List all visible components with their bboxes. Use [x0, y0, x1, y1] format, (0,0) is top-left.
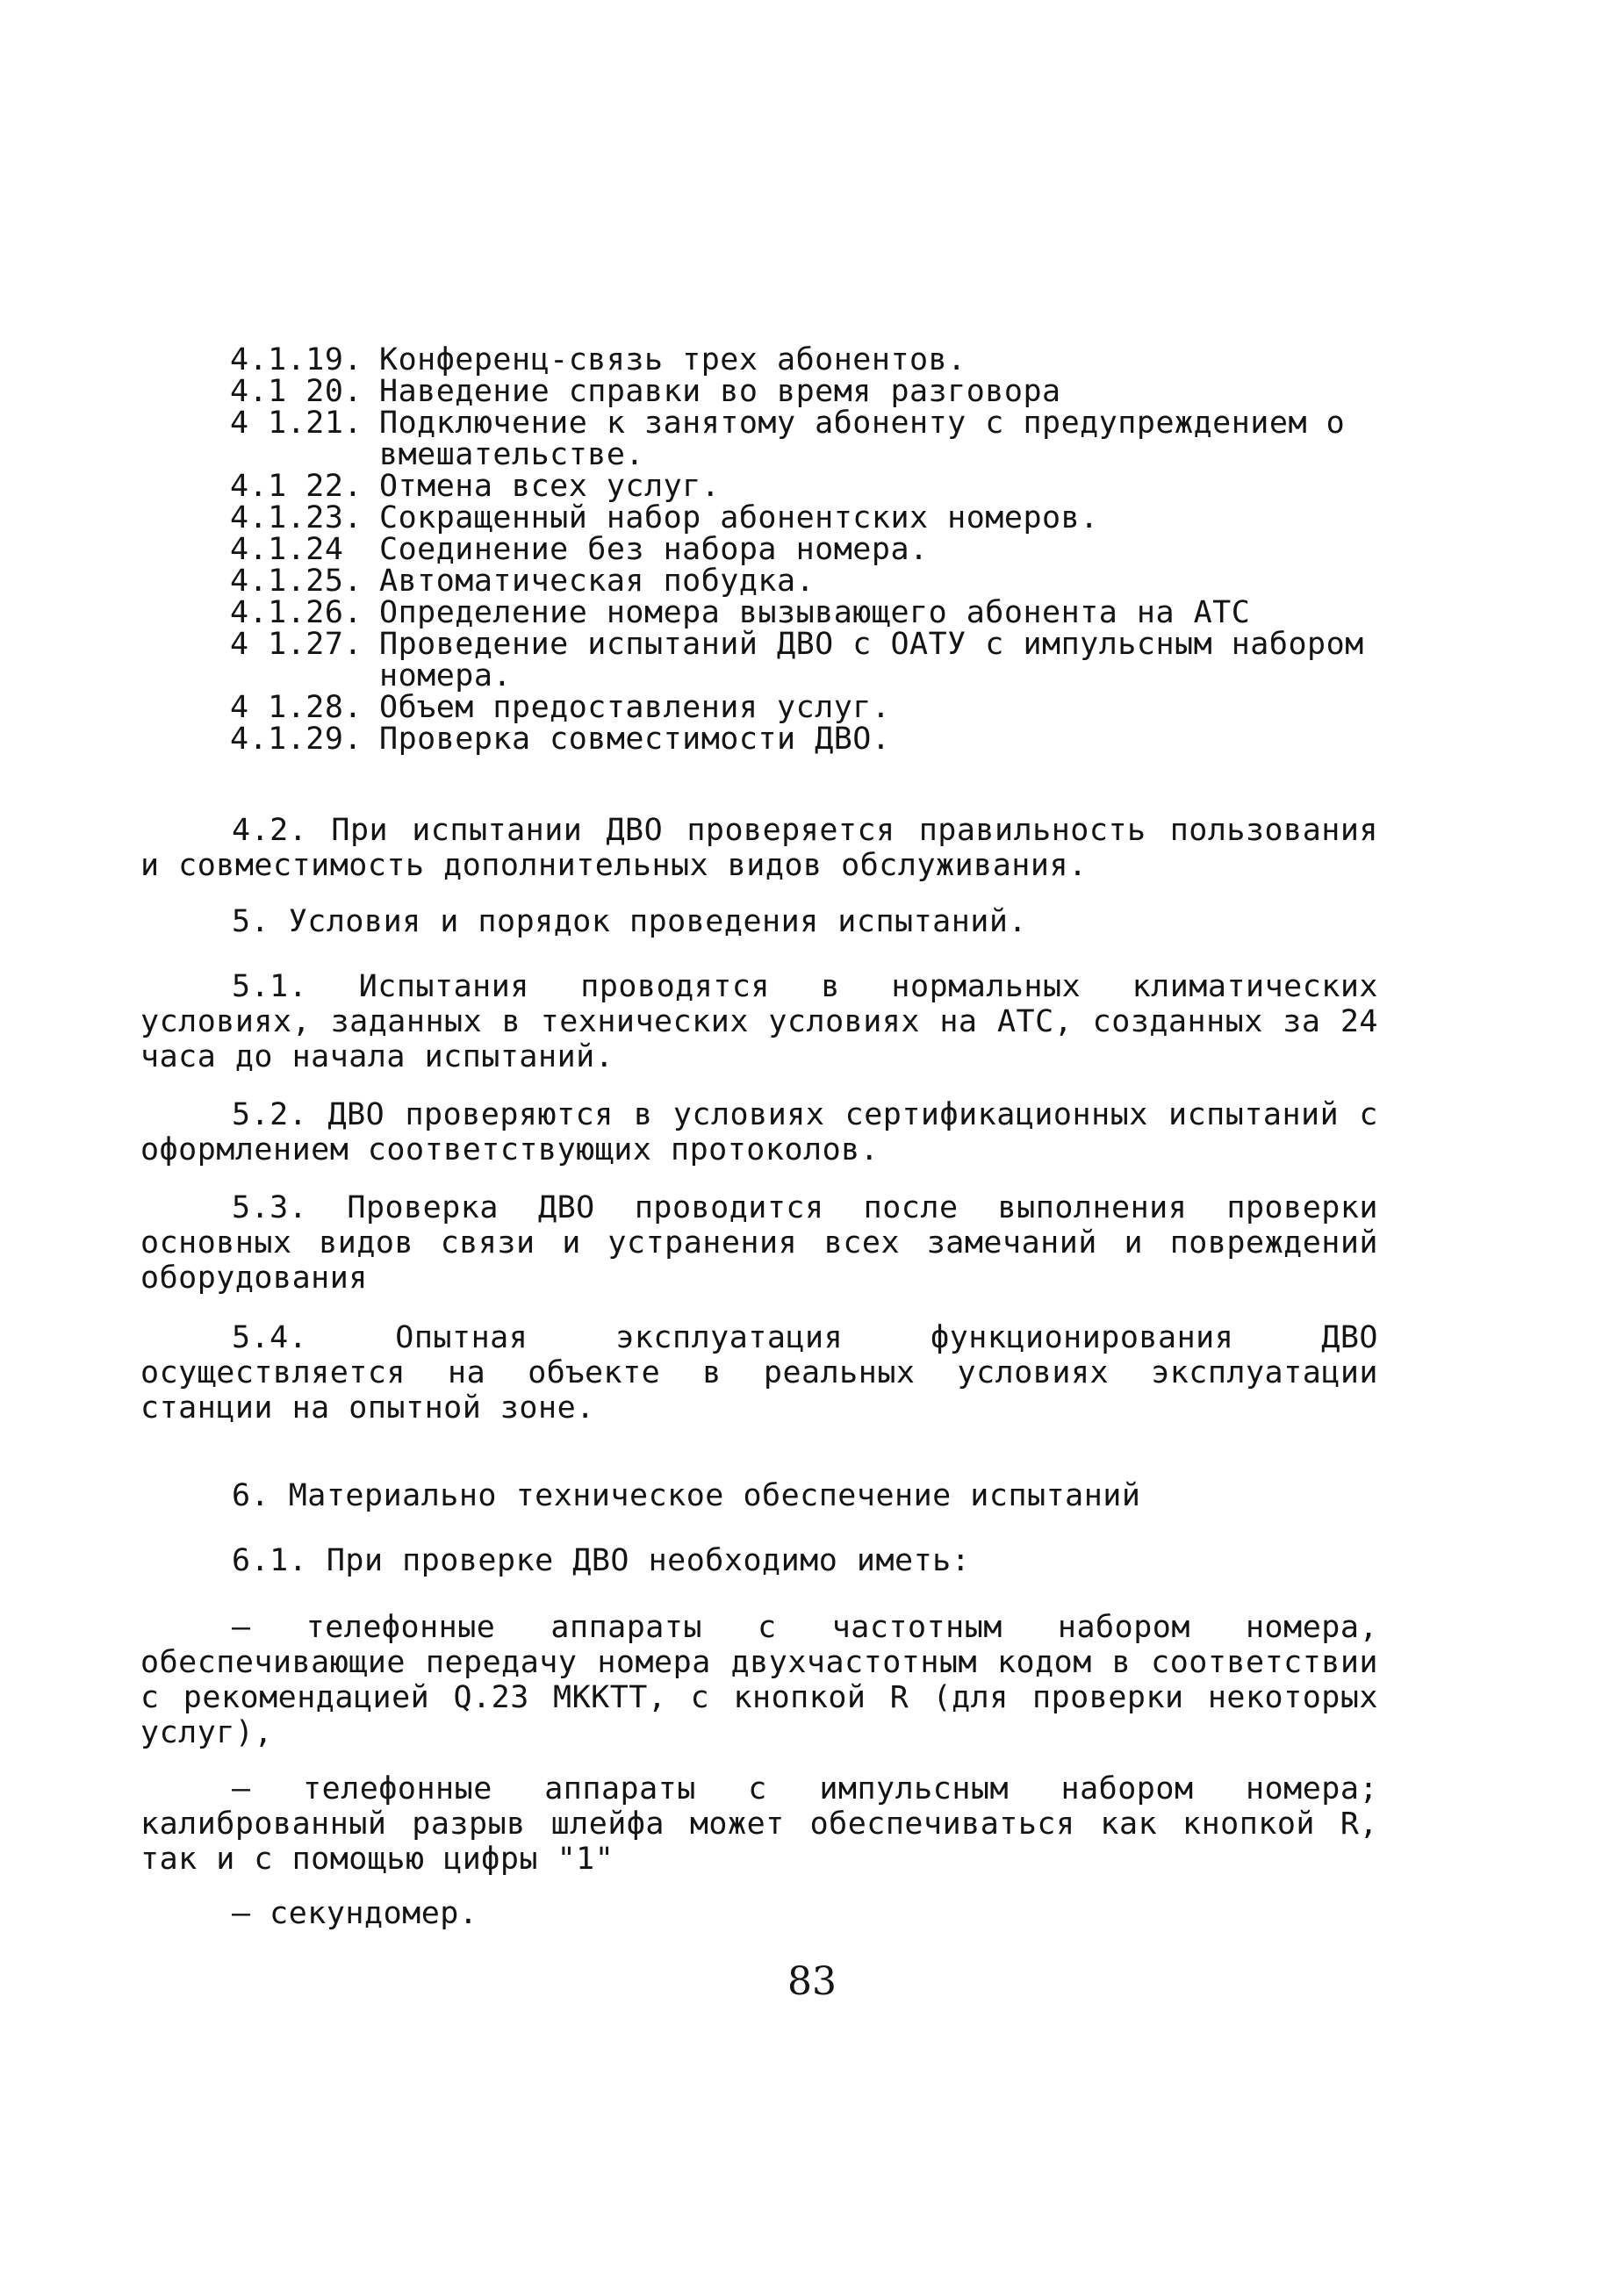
list-item-text: Наведение справки во время разговора [379, 374, 1061, 409]
list-item-number: 4.1.24 [230, 532, 344, 567]
bullet-item: – телефонные аппараты с импульсным набором номера; калиброванный разрыв шлейфа может обеспечиваться как кнопкой R, так и с помощью цифры "1" [140, 1771, 1378, 1877]
list-item-number: 4.1 22. [230, 469, 363, 504]
list-item [230, 692, 1380, 723]
list-item-number: 4.1.25. [230, 564, 363, 599]
list-item-text: Определение номера вызывающего абонента на АТС [379, 595, 1251, 630]
paragraph-5-2: 5.2. ДВО проверяются в условиях сертификационных испытаний с оформлением соответствующих протоколов. [140, 1097, 1378, 1167]
list-item [230, 407, 1380, 470]
list-item-text: Соединение без набора номера. [379, 532, 929, 567]
list-item-text: Автоматическая побудка. [379, 564, 816, 599]
numbered-list [230, 344, 1380, 755]
list-item-text: Конференц-связь трех абонентов. [379, 342, 966, 377]
list-item-text: Отмена всех услуг. [379, 469, 721, 504]
page-number: 83 [787, 1959, 837, 2004]
bullet-item: – секундомер. [232, 1896, 478, 1931]
list-item-text: Объем предоставления услуг. [379, 690, 891, 725]
list-item [230, 376, 1380, 407]
paragraph-5-3: 5.3. Проверка ДВО проводится после выполнения проверки основных видов связи и устранения всех замечаний и повреждений оборудования [140, 1190, 1378, 1296]
list-item-text: Проверка совместимости ДВО. [379, 722, 891, 757]
list-item-number: 4.1 20. [230, 374, 363, 409]
list-item [230, 597, 1380, 629]
list-item [230, 502, 1380, 534]
list-item [230, 629, 1380, 692]
list-item [230, 534, 1380, 565]
list-item [230, 344, 1380, 376]
list-item-text: Подключение к занятому абоненту с предупреждением о вмешательстве. [379, 406, 1346, 472]
paragraph-5-4: 5.4. Опытная эксплуатация функционирования ДВО осуществляется на объекте в реальных условиях эксплуатации станции на опытной зоне. [140, 1320, 1378, 1426]
list-item-text: Сокращенный набор абонентских номеров. [379, 500, 1099, 535]
list-item-number: 4 1.27. [230, 627, 363, 662]
paragraph-6-1: 6.1. При проверке ДВО необходимо иметь: [232, 1543, 971, 1578]
list-item-number: 4.1.26. [230, 595, 363, 630]
list-item [230, 723, 1380, 755]
list-item [230, 470, 1380, 502]
list-item-number: 4.1.23. [230, 500, 363, 535]
list-item [230, 565, 1380, 597]
list-item-text: Проведение испытаний ДВО с ОАТУ с импульсным набором номера. [379, 627, 1364, 693]
paragraph-5-1: 5.1. Испытания проводятся в нормальных климатических условиях, заданных в технических условиях на АТС, созданных за 24 часа до начала испытаний. [140, 969, 1378, 1074]
bullet-item: – телефонные аппараты с частотным набором номера, обеспечивающие передачу номера двухчастотным кодом в соответствии с рекомендацией Q.23 МККТТ, с кнопкой R (для проверки некоторых услуг), [140, 1610, 1378, 1750]
list-item-number: 4 1.21. [230, 406, 363, 441]
list-item-number: 4.1.19. [230, 342, 363, 377]
section-5-heading: 5. Условия и порядок проведения испытаний. [232, 904, 1028, 939]
paragraph-4-2: 4.2. При испытании ДВО проверяется правильность пользования и совместимость дополнительных видов обслуживания. [140, 813, 1378, 883]
section-6-heading: 6. Материально техническое обеспечение испытаний [232, 1478, 1141, 1513]
list-item-number: 4 1.28. [230, 690, 363, 725]
list-item-number: 4.1.29. [230, 722, 363, 757]
